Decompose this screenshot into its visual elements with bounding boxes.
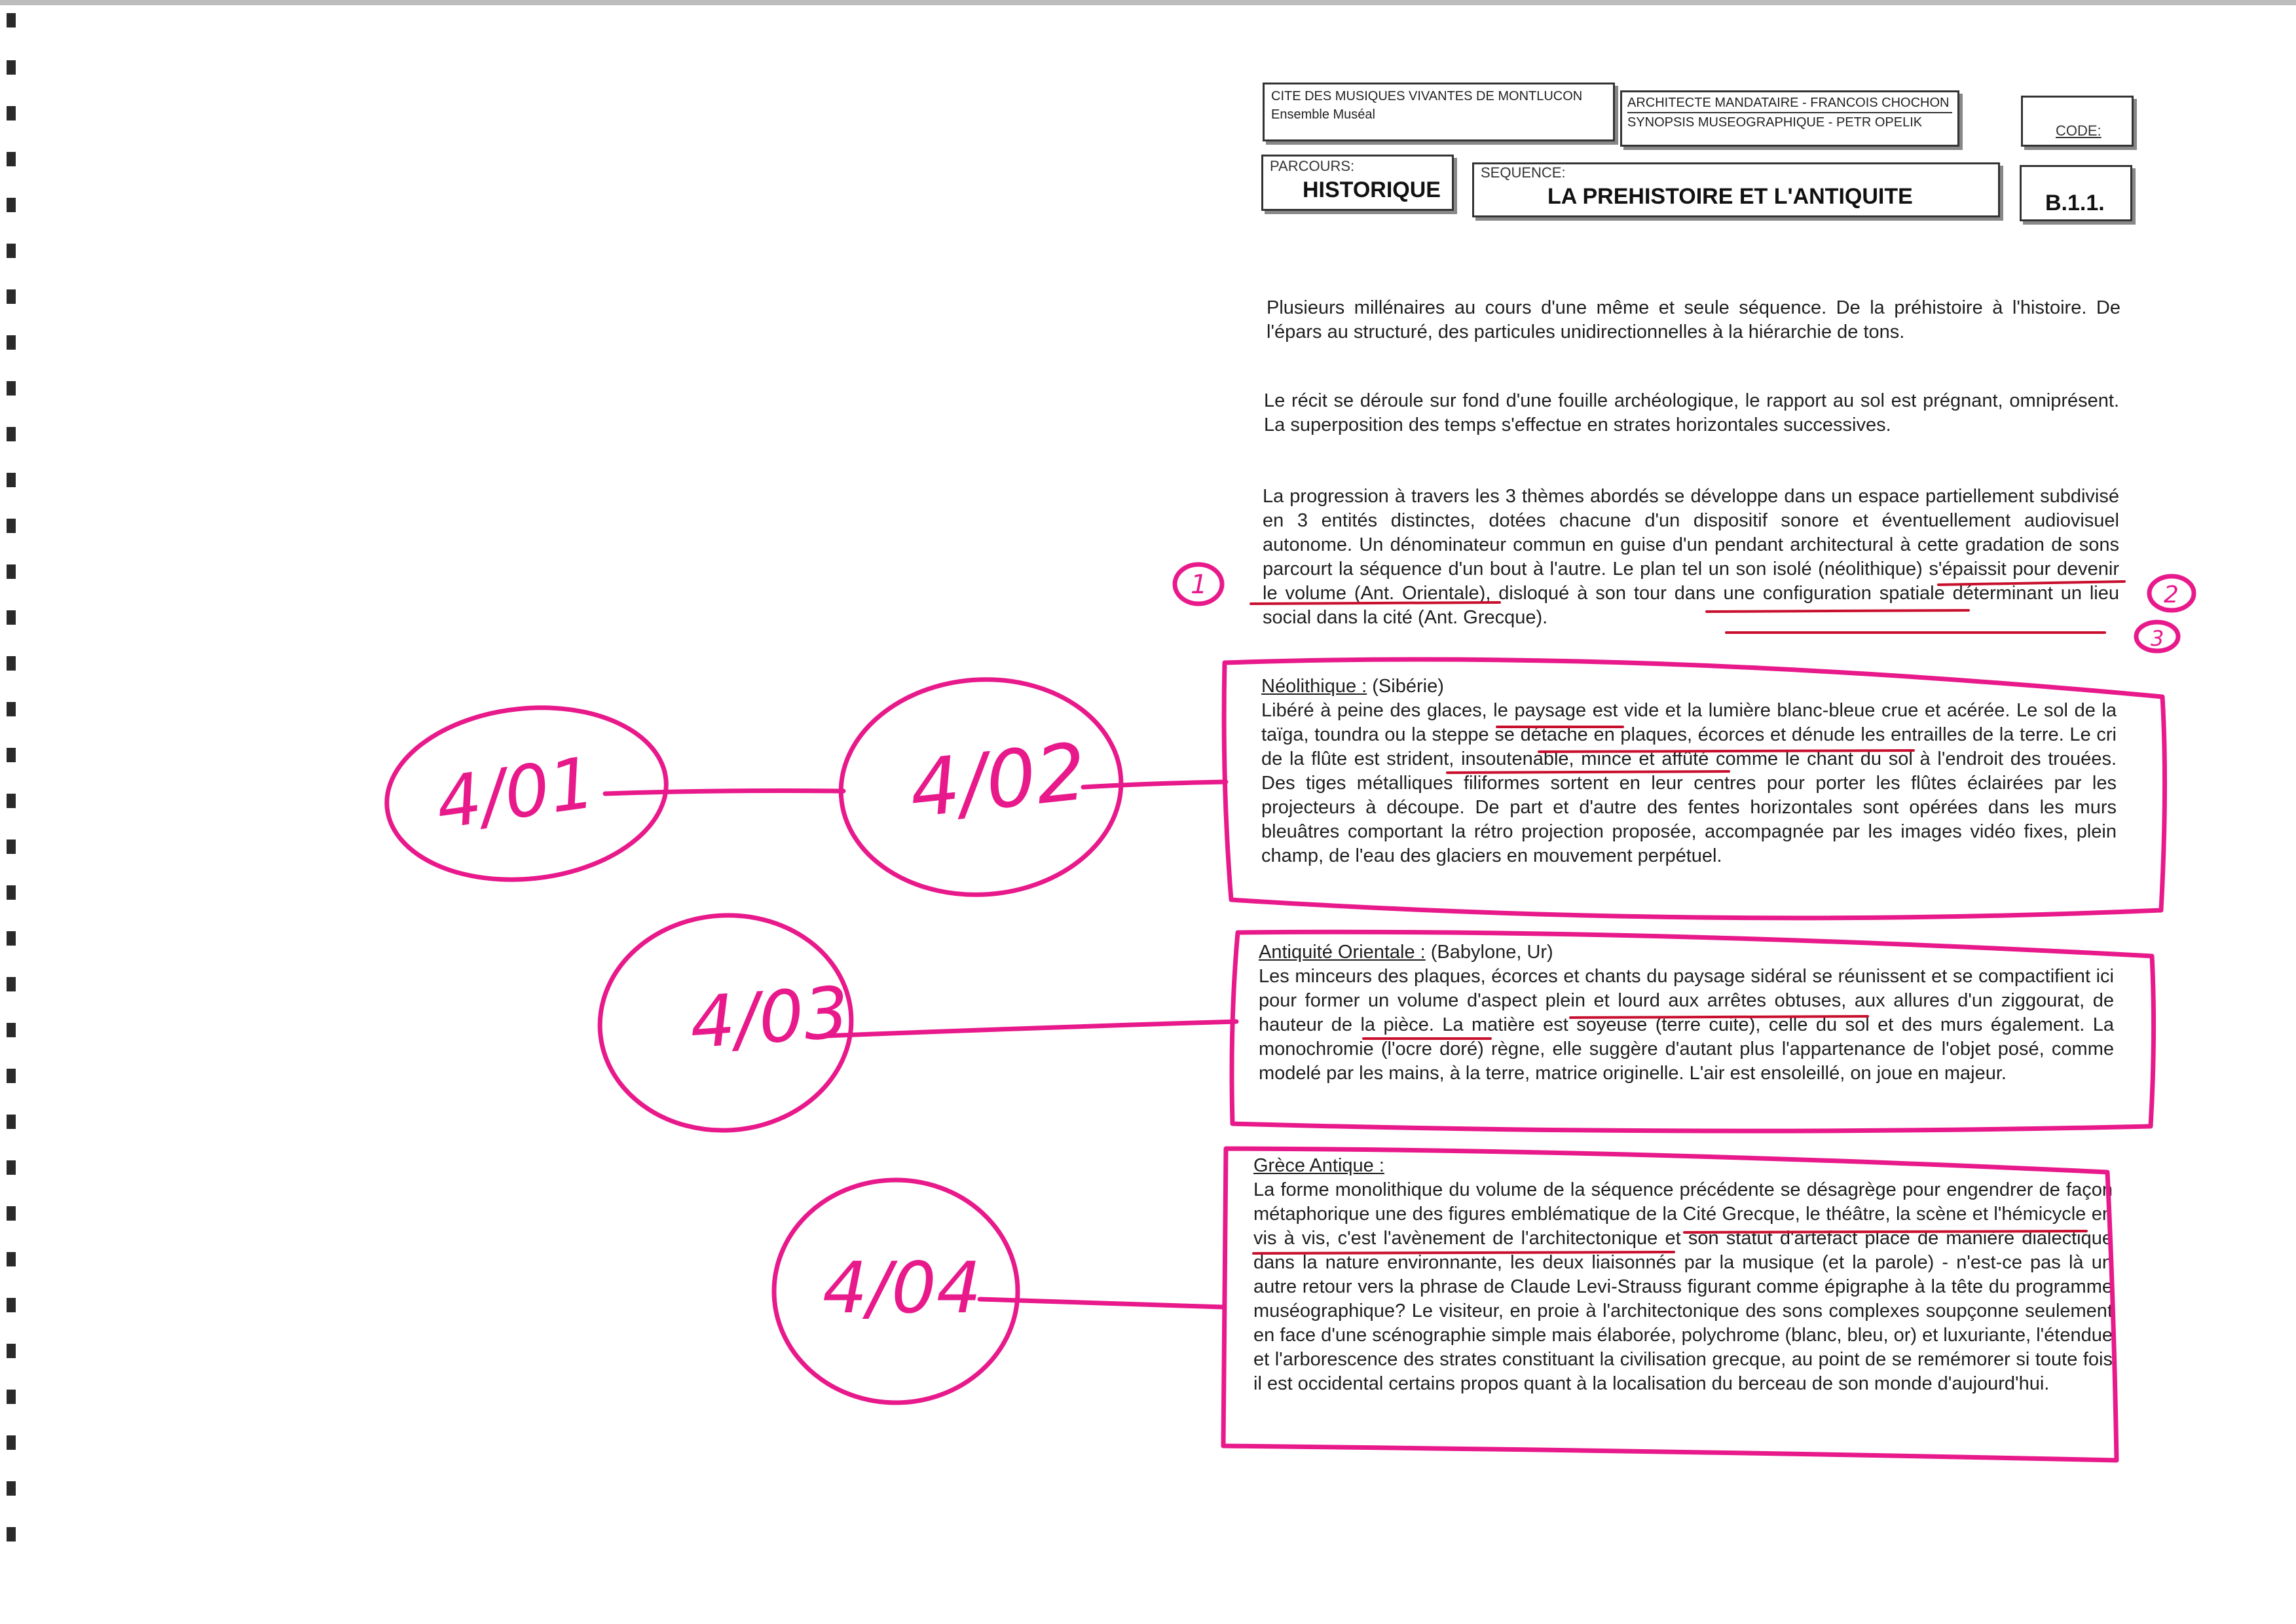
code-label: CODE:: [2056, 122, 2102, 139]
underline-son-isole: [1251, 602, 1500, 604]
section-text-antiquite-orientale: Les minceurs des plaques, écorces et chants du paysage sidéral se réunissent et se compactifient ici pour former un volume d'aspect plein et lourd aux arrêtes obtuses, aux allures d'un ziggourat, de hauteur de la pièce. La matière est soyeuse (terre cuite), celle du sol et des murs également. La monochromie (l'ocre doré) règne, elle suggère d'autant plus l'appartenance de l'objet posé, comme modelé par les mains, à la terre, matrice originelle. L'air est ensoleillé, on joue en majeur.: [1259, 966, 2114, 1084]
circle-label-4-02: 4/02: [905, 726, 1091, 836]
section-subtitle-antiquite-orientale: (Babylone, Ur): [1425, 942, 1553, 963]
num-1: 1: [1191, 570, 1208, 600]
underline-theatre: [1253, 1252, 1674, 1253]
underline-figures: [1684, 1231, 2086, 1232]
project-title: CITE DES MUSIQUES VIVANTES DE MONTLUCON: [1271, 89, 1583, 103]
underline-detache: [1539, 750, 1914, 752]
underline-volume-plein: [1570, 1016, 1868, 1018]
section-title-grece-antique: Grèce Antique :: [1253, 1155, 1384, 1176]
intro-paragraph-3: La progression à travers les 3 thèmes abordés se développe dans un espace partiellement subdivisé en 3 entités distinctes, dotées chacune d'un dispositif sonore et éventuellement audiovisuel autonome. Un dénominateur commun en guise d'un pendant architectural à cette gradation de sons parcourt la séquence d'un bout à l'autre. Le plan tel un son isolé (néolithique) s'épaissit pour devenir le volume (Ant. Orientale), disloqué à son tour dans une configuration spatiale déterminant un lieu social dans la cité (Ant. Grecque).: [1263, 486, 2119, 628]
underline-cri: [1447, 771, 1729, 773]
intro-paragraph-2: Le récit se déroule sur fond d'une fouille archéologique, le rapport au sol est prégnant, omniprésent. La superposition des temps s'effectue en strates horizontales successives.: [1264, 390, 2119, 435]
intro-paragraph-1: Plusieurs millénaires au cours d'une même et seule séquence. De la préhistoire à l'histoire. De l'épars au structuré, des particules unidirectionnelles à la hiérarchie de tons.: [1267, 297, 2120, 342]
architect-line: ARCHITECTE MANDATAIRE - FRANCOIS CHOCHON: [1627, 94, 1952, 113]
section-subtitle-neolithique: (Sibérie): [1367, 676, 1444, 697]
section-title-neolithique: Néolithique :: [1261, 676, 1367, 697]
section-text-grece-antique: La forme monolithique du volume de la séquence précédente se désagrège pour engendrer de façon métaphorique une des figures emblématique de la Cité Grecque, le théâtre, la scène et l'hémicycle en vis à vis, c'est l'avènement de l'architectonique et son statut d'artefact placé de manière dialectique dans la nature environnante, les deux liaisonnés par la musique (et la parole) - n'est-ce pas là un autre retour vers la phrase de Claude Levi-Strauss figurant comme épigraphe à la tête du programme muséographique? Le visiteur, en proie à l'architectonique des sons complexes soupçonne seulement en face d'une scénographie simple mais élaborée, polychrome (blanc, bleu, or) et luxuriante, l'étendue et l'arborescence des strates constituant la civilisation grecque, au point de se remémorer si toute fois il est occidental certains propos quant à la localisation du berceau de son monde d'aujourd'hui.: [1253, 1179, 2113, 1394]
circle-label-4-03: 4/03: [687, 972, 852, 1065]
section-text-neolithique: Libéré à peine des glaces, le paysage est vide et la lumière blanc-bleue crue et acérée. Le sol de la taïga, toundra ou la steppe se détache en plaques, écorces et dénude les entrailles de la terre. Le cri de la flûte est strident, insoutenable, mince et affûté comme le chant du sol à l'endroit des trouées. Des tiges métalliques filiformes sortent en leur centres pour porter les flûtes éclairées par les projecteurs à découpe. De part et d'autre des fentes horizontales sont opérées dans les murs bleuâtres comportant la rétro projection proposée, accompagnée par les images vidéo fixes, plein champ, de l'eau des glaciers en mouvement perpétuel.: [1261, 700, 2117, 866]
sequence-label: SEQUENCE:: [1481, 164, 1566, 181]
underline-volume: [1707, 610, 1969, 612]
parcours-value: HISTORIQUE: [1303, 177, 1441, 202]
circle-label-4-04: 4/04: [823, 1247, 982, 1329]
synopsis-line: SYNOPSIS MUSEOGRAPHIQUE - PETR OPELIK: [1627, 115, 1923, 130]
section-title-antiquite-orientale: Antiquité Orientale :: [1259, 942, 1426, 963]
circle-label-4-01: 4/01: [431, 742, 600, 845]
parcours-label: PARCOURS:: [1270, 158, 1355, 174]
project-subtitle: Ensemble Muséal: [1271, 107, 1375, 122]
underline-plan: [1938, 581, 2124, 585]
num-3: 3: [2151, 626, 2164, 651]
sequence-value: LA PREHISTOIRE ET L'ANTIQUITE: [1547, 184, 1913, 209]
num-2: 2: [2164, 581, 2179, 608]
code-value: B.1.1.: [2045, 191, 2105, 215]
